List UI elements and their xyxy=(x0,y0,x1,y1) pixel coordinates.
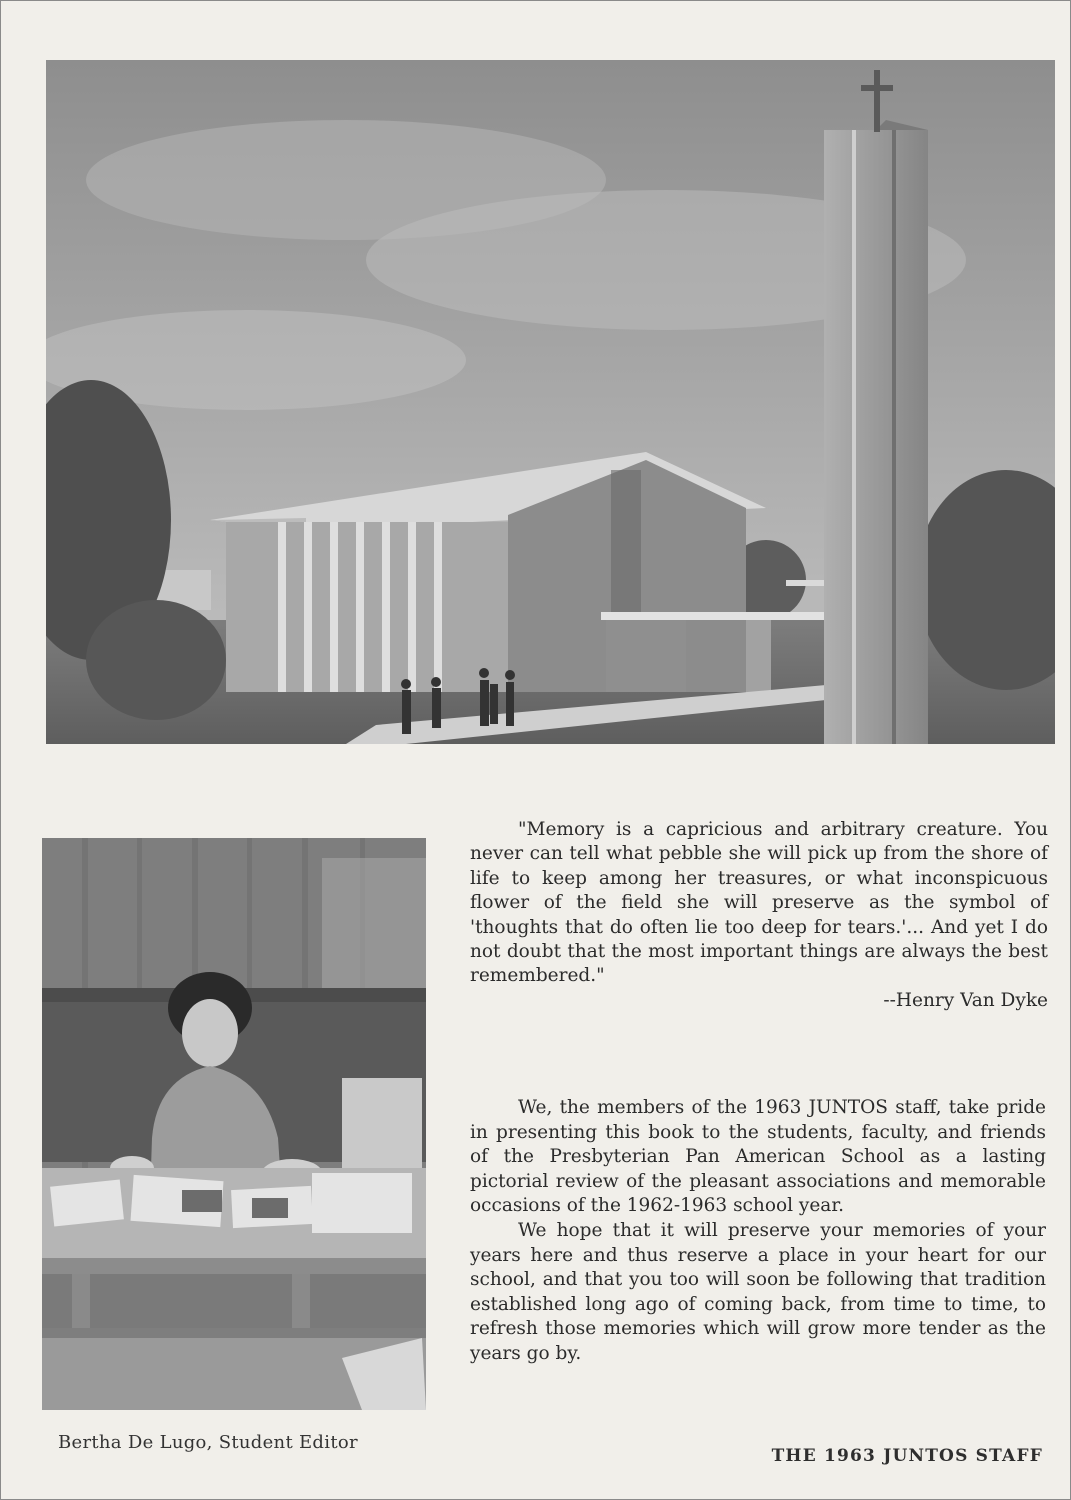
dedication-paragraph-2: We hope that it will preserve your memories of your years here and thus reserve a place in your heart for our school, and that you too will soon be following that tradition established long ago of coming back, from time to time, to refresh those memories which will grow more tender as the years go by. xyxy=(470,1219,1046,1364)
quote-attribution: --Henry Van Dyke xyxy=(883,989,1048,1011)
quote-block xyxy=(470,818,1048,1013)
dedication-block xyxy=(470,1096,1046,1367)
editor-caption: Bertha De Lugo, Student Editor xyxy=(58,1432,358,1453)
church-photo xyxy=(46,60,1055,744)
staff-signature: THE 1963 JUNTOS STAFF xyxy=(771,1446,1043,1466)
quote-text: "Memory is a capricious and arbitrary creature. You never can tell what pebble she will pick up from the shore of life to keep among her treasures, or what inconspicuous flower of the field she will preserve as the symbol of 'thoughts that do often lie too deep for tears.'... And yet I do not doubt that the most important things are always the best remembered." xyxy=(470,819,1048,987)
dedication-paragraph-1: We, the members of the 1963 JUNTOS staff, take pride in presenting this book to the students, faculty, and friends of the Presbyterian Pan American School as a lasting pictorial review of the pleasant associations and memorable occasions of the 1962-1963 school year. xyxy=(470,1097,1046,1217)
student-editor-photo xyxy=(42,838,426,1410)
